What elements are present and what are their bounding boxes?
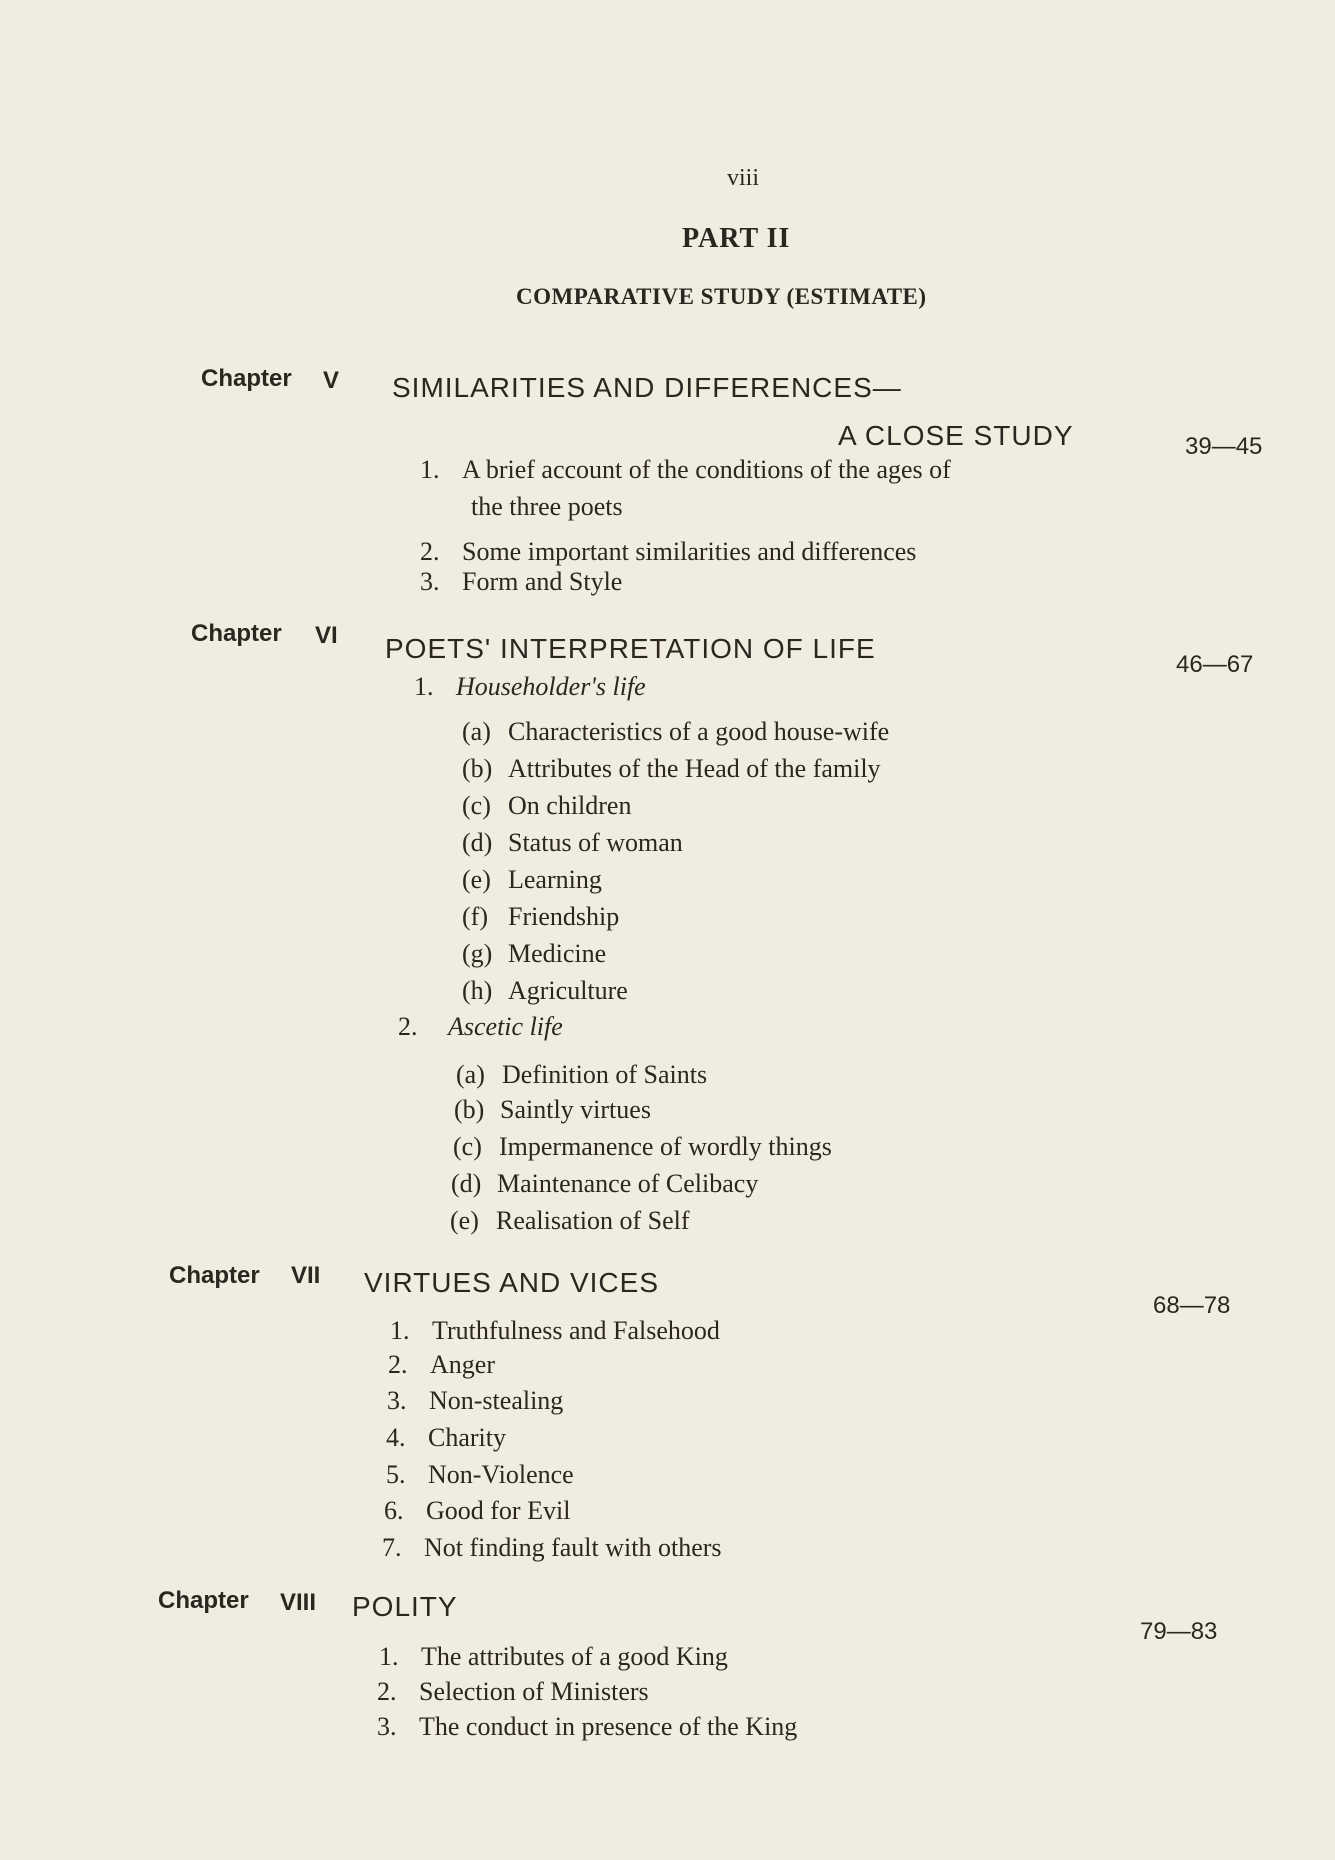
chapter-label: Chapter — [191, 620, 282, 647]
sub-item-text: Attributes of the Head of the family — [508, 754, 881, 783]
item-text: A brief account of the conditions of the ages of — [462, 455, 951, 484]
list-item — [420, 567, 622, 597]
sub-item — [462, 754, 881, 784]
sub-item-text: Learning — [508, 865, 602, 894]
sub-item-label: (a) — [456, 1060, 485, 1089]
sub-item — [462, 902, 619, 932]
item-number: 2. — [420, 537, 440, 566]
sub-item — [462, 865, 602, 895]
item-number: 3. — [387, 1386, 407, 1415]
item-number: 2. — [388, 1350, 408, 1379]
item-number: 1. — [420, 455, 440, 484]
sub-item — [454, 1095, 651, 1125]
chapter-pages: 39—45 — [1185, 433, 1263, 460]
item-text: The attributes of a good King — [421, 1642, 728, 1671]
chapter-title-continued: A CLOSE STUDY — [838, 420, 1074, 451]
item-text: Form and Style — [462, 567, 623, 596]
item-text-continued: the three poets — [471, 492, 623, 521]
list-item — [384, 1496, 570, 1526]
item-number: 3. — [420, 567, 440, 596]
sub-item-label: (e) — [462, 865, 491, 894]
item-number: 1. — [379, 1642, 399, 1671]
item-number: 6. — [384, 1496, 404, 1525]
list-item — [382, 1533, 722, 1563]
item-number: 2. — [377, 1677, 397, 1706]
chapter-number: VI — [315, 622, 338, 649]
section-item — [398, 1012, 563, 1042]
item-text: Non-stealing — [429, 1386, 564, 1415]
chapter-label: Chapter — [169, 1262, 260, 1289]
sub-item — [453, 1132, 832, 1162]
sub-item — [462, 976, 628, 1006]
sub-item-label: (c) — [453, 1132, 482, 1161]
chapter-label: Chapter — [158, 1587, 249, 1614]
item-text: The conduct in presence of the King — [419, 1712, 798, 1741]
item-text: Truthfulness and Falsehood — [432, 1316, 720, 1345]
sub-item-label: (h) — [462, 976, 493, 1005]
sub-item-label: (d) — [451, 1169, 482, 1198]
sub-item — [450, 1206, 690, 1236]
sub-item-label: (b) — [462, 754, 493, 783]
item-number: 7. — [382, 1533, 402, 1562]
item-text: Some important similarities and differences — [462, 537, 917, 566]
item-text: Good for Evil — [426, 1496, 571, 1525]
list-item — [387, 1386, 563, 1416]
item-text: Selection of Ministers — [419, 1677, 649, 1706]
part-heading: PART II — [682, 223, 791, 254]
sub-item — [462, 791, 631, 821]
list-item — [420, 455, 951, 485]
chapter-number: VIII — [280, 1589, 317, 1616]
item-text: Not finding fault with others — [424, 1533, 722, 1562]
page-number: viii — [727, 165, 760, 191]
chapter-pages: 68—78 — [1153, 1292, 1231, 1319]
list-item — [379, 1642, 728, 1672]
chapter-label: Chapter — [201, 365, 292, 392]
sub-item-label: (d) — [462, 828, 493, 857]
sub-item-text: On children — [508, 791, 632, 820]
sub-item-text: Definition of Saints — [502, 1060, 708, 1089]
sub-item — [462, 717, 889, 747]
section-number: 1. — [414, 672, 434, 701]
list-item — [386, 1460, 574, 1490]
list-item — [377, 1712, 797, 1742]
chapter-title: VIRTUES AND VICES — [364, 1267, 660, 1298]
item-number: 4. — [386, 1423, 406, 1452]
sub-item-text: Agriculture — [508, 976, 628, 1005]
list-item — [388, 1350, 495, 1380]
item-text: Anger — [430, 1350, 495, 1379]
list-item — [386, 1423, 506, 1453]
chapter-number: VII — [291, 1262, 321, 1289]
chapter-pages: 79—83 — [1140, 1618, 1218, 1645]
chapter-pages: 46—67 — [1176, 651, 1254, 678]
sub-item — [462, 828, 683, 858]
item-number: 1. — [390, 1316, 410, 1345]
chapter-number: V — [323, 367, 340, 394]
sub-item-text: Friendship — [508, 902, 620, 931]
sub-item-text: Saintly virtues — [500, 1095, 651, 1124]
sub-item-label: (b) — [454, 1095, 485, 1124]
sub-item-label: (e) — [450, 1206, 479, 1235]
item-text: Non-Violence — [428, 1460, 574, 1489]
part-subtitle: COMPARATIVE STUDY (ESTIMATE) — [516, 284, 927, 309]
sub-item-text: Impermanence of wordly things — [499, 1132, 832, 1161]
list-item — [377, 1677, 649, 1707]
sub-item-text: Maintenance of Celibacy — [497, 1169, 759, 1198]
sub-item — [456, 1060, 707, 1090]
item-number: 5. — [386, 1460, 406, 1489]
sub-item-text: Medicine — [508, 939, 607, 968]
chapter-title: POETS' INTERPRETATION OF LIFE — [385, 633, 876, 664]
sub-item-label: (f) — [462, 902, 488, 931]
section-text: Ascetic life — [448, 1012, 563, 1041]
section-text: Householder's life — [456, 672, 646, 701]
sub-item-text: Realisation of Self — [496, 1206, 690, 1235]
list-item — [390, 1316, 720, 1346]
sub-item-label: (g) — [462, 939, 493, 968]
section-number: 2. — [398, 1012, 418, 1041]
chapter-title: POLITY — [352, 1591, 458, 1622]
chapter-title: SIMILARITIES AND DIFFERENCES— — [392, 372, 902, 403]
sub-item — [451, 1169, 758, 1199]
item-text: Charity — [428, 1423, 506, 1452]
sub-item-label: (a) — [462, 717, 491, 746]
sub-item-label: (c) — [462, 791, 491, 820]
item-number: 3. — [377, 1712, 397, 1741]
list-item — [420, 537, 916, 567]
sub-item — [462, 939, 606, 969]
section-item — [414, 672, 646, 702]
sub-item-text: Characteristics of a good house-wife — [508, 717, 890, 746]
sub-item-text: Status of woman — [508, 828, 683, 857]
